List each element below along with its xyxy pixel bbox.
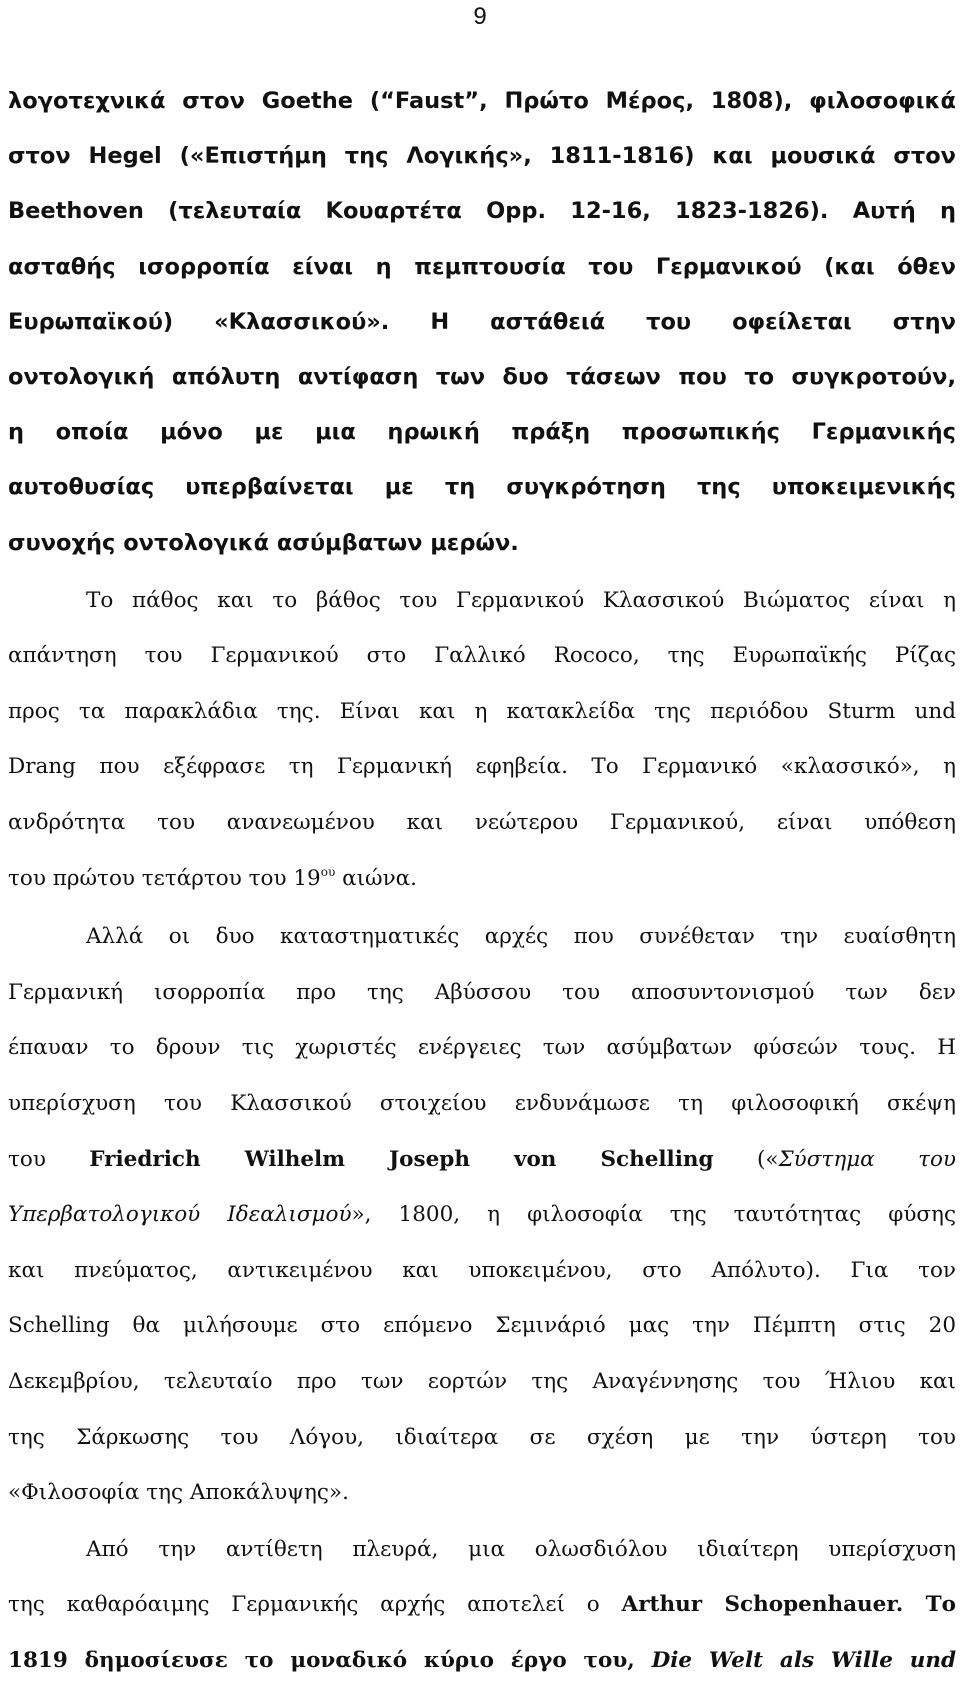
text-line: απάντηση του Γερμανικού στο Γαλλικό Rococo, της Ευρωπαϊκής Ρίζας xyxy=(8,643,956,669)
book-title: Die Welt als Wille und xyxy=(651,1647,956,1673)
text-line: Drang που εξέφρασε τη Γερμανική εφηβεία. Το Γερμανικό «κλασσικό», η xyxy=(8,754,956,780)
text-run: της καθαρόαιμης Γερμανικής αρχής αποτελεί ο xyxy=(8,1592,622,1618)
page-number: 9 xyxy=(473,3,487,30)
paragraph-2 xyxy=(8,573,956,907)
text-line: και πνεύματος, αντικειμένου και υποκειμένου, στο Απόλυτο). Για τον xyxy=(8,1257,956,1283)
person-name: Friedrich Wilhelm Joseph von Schelling xyxy=(89,1146,714,1172)
text-line: λογοτεχνικά στον Goethe (“Faust”, Πρώτο Μέρος, 1808), φιλοσοφικά xyxy=(8,88,956,114)
book-title: Υπερβατολογικού Ιδεαλισμού xyxy=(8,1202,352,1228)
text-line: Από την αντίθετη πλευρά, μια ολωσδιόλου ιδιαίτερη υπερίσχυση xyxy=(86,1536,956,1562)
text-line: η οποία μόνο με μια ηρωική πράξη προσωπικής Γερμανικής xyxy=(8,419,956,446)
ordinal-superscript: ου xyxy=(320,864,336,879)
text-line: της Σάρκωσης του Λόγου, ιδιαίτερα σε σχέση με την ύστερη του xyxy=(8,1424,956,1450)
text-line xyxy=(8,1633,956,1688)
text-run: (« xyxy=(756,1146,779,1172)
text-line: οντολογική απόλυτη αντίφαση των δυο τάσεων που το συγκροτούν, xyxy=(8,363,956,390)
text-line: «Φιλοσοφία της Αποκάλυψης». xyxy=(8,1480,349,1506)
text-run: Το xyxy=(903,1592,956,1618)
text-line: Αλλά οι δυο καταστηματικές αρχές που συνέθεταν την ευαίσθητη xyxy=(86,924,956,950)
text-run: », 1800, η φιλοσοφία της ταυτότητας φύσης xyxy=(351,1202,956,1228)
text-line: συνοχής οντολογικά ασύμβατων μερών. xyxy=(8,529,519,556)
paragraph-4 xyxy=(8,1522,956,1688)
text-run: 1819 δημοσίευσε το μοναδικό κύριο έργο του, xyxy=(8,1647,652,1673)
text-run: του xyxy=(8,1146,46,1172)
book-title: Σύστημα του xyxy=(778,1146,956,1172)
paragraph-3 xyxy=(8,909,956,1521)
text-line: ανδρότητα του ανανεωμένου και νεώτερου Γερμανικού, είναι υπόθεση xyxy=(8,810,956,836)
person-name: Arthur Schopenhauer. xyxy=(621,1592,904,1618)
text-run: του πρώτου τετάρτου του 19 xyxy=(8,865,321,891)
paragraph-1 xyxy=(8,74,956,571)
text-line: προς τα παρακλάδια της. Είναι και η κατακλείδα της περιόδου Sturm und xyxy=(8,698,956,724)
text-line: Δεκεμβρίου, τελευταίο προ των εορτών της Αναγέννησης του Ήλιου και xyxy=(8,1369,956,1394)
text-line: έπαυαν το δρουν τις χωριστές ενέργειες των ασύμβατων φύσεών τους. Η xyxy=(8,1035,956,1061)
text-line: υπερίσχυση του Κλασσικού στοιχείου ενδυνάμωσε τη φιλοσοφική σκέψη xyxy=(8,1091,956,1117)
page-body xyxy=(8,74,956,1688)
text-line: Γερμανική ισορροπία προ της Αβύσσου του αποσυντονισμού των δεν xyxy=(8,979,956,1005)
text-line xyxy=(8,1132,956,1188)
text-line xyxy=(8,1577,956,1633)
text-line: Beethoven (τελευταία Κουαρτέτα Opp. 12-16, 1823-1826). Αυτή η xyxy=(8,198,956,225)
text-line xyxy=(8,851,956,907)
text-line: Ευρωπαϊκού) «Κλασσικού». Η αστάθειά του οφείλεται στην xyxy=(8,308,956,335)
text-line: στον Hegel («Επιστήμη της Λογικής», 1811-1816) και μουσικά στον xyxy=(8,143,956,170)
text-line: Το πάθος και το βάθος του Γερμανικού Κλασσικού Βιώματος είναι η xyxy=(86,587,956,613)
text-run: αιώνα. xyxy=(335,865,417,891)
text-line xyxy=(8,1187,956,1243)
text-line: ασταθής ισορροπία είναι η πεμπτουσία του Γερμανικού (και όθεν xyxy=(8,253,956,280)
text-line: αυτοθυσίας υπερβαίνεται με τη συγκρότηση της υποκειμενικής xyxy=(8,474,956,501)
text-line: Schelling θα μιλήσουμε στο επόμενο Σεμινάριό μας την Πέμπτη στις 20 xyxy=(8,1313,956,1339)
